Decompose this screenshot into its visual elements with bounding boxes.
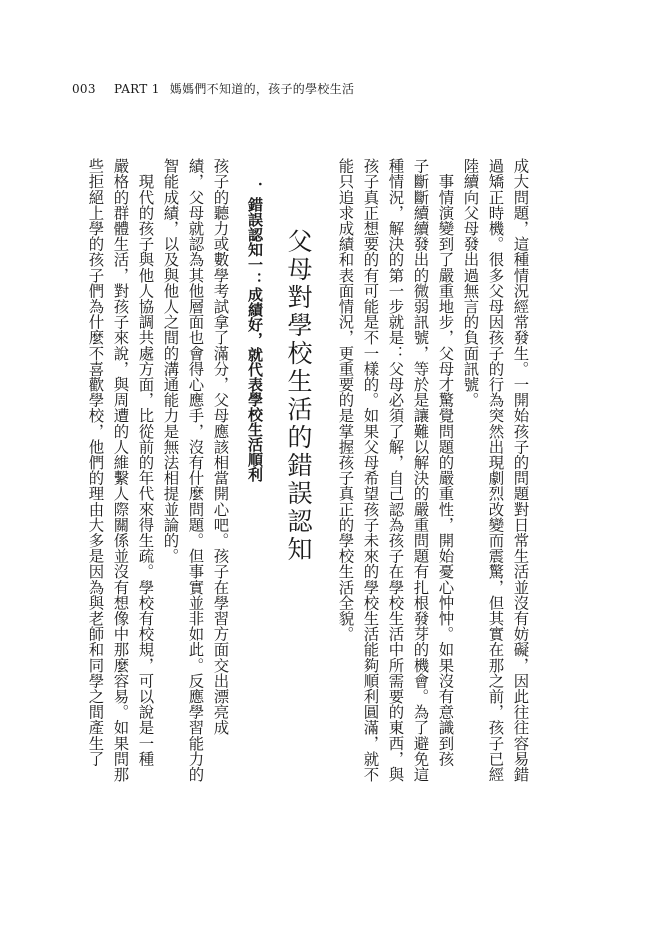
- text-column-3: 陸續向父母發出過無言的負面訊號。: [461, 158, 480, 408]
- subheading: ．錯誤認知一：成績好，就代表學校生活順利: [246, 182, 264, 482]
- running-header: [72, 80, 354, 97]
- page-number: 003: [72, 82, 96, 96]
- part-label: PART 1: [113, 82, 160, 96]
- text-column-6: 種情況，解決的第一步就是：父母必須了解，自己認為孩子在學校生活中所需要的東西，與: [386, 158, 405, 782]
- text-column-4: 事情演變到了嚴重地步，父母才驚覺問題的嚴重性，開始憂心忡忡。如果沒有意識到孩: [436, 158, 455, 767]
- text-column-5: 子斷斷續續發出的微弱訊號，等於是讓難以解決的嚴重問題有扎根發芽的機會。為了避免這: [411, 158, 430, 782]
- text-column-12: 現代的孩子與他人協調共處方面，比從前的年代來得生疏。學校有校規，可以說是一種: [136, 158, 155, 767]
- text-column-9: 孩子的聽力或數學考試拿了滿分，父母應該相當開心吧。孩子在學習方面交出漂亮成: [211, 158, 230, 736]
- part-title: 媽媽們不知道的，孩子的學校生活: [169, 82, 355, 96]
- section-heading: 父母對學校生活的錯誤認知: [284, 228, 313, 564]
- text-column-2: 過矯正時機。很多父母因孩子的行為突然出現劇烈改變而震驚，但其實在那之前，孩子已經: [486, 158, 505, 782]
- text-column-14: 些拒絕上學的孩子們為什麼不喜歡學校，他們的理由大多是因為與老師和同學之間產生了: [86, 158, 105, 767]
- text-column-1: 成大問題，這種情況經常發生。一開始孩子的問題對日常生活並沒有妨礙，因此往往容易錯: [511, 158, 530, 782]
- text-column-7: 孩子真正想要的有可能是不一樣的。如果父母希望孩子未來的學校生活能夠順利圓滿，就不: [361, 158, 380, 782]
- text-column-8: 能只追求成績和表面情況，更重要的是掌握孩子真正的學校生活全貌。: [336, 158, 355, 642]
- text-column-11: 智能成績，以及與他人之間的溝通能力是無法相提並論的。: [161, 158, 180, 564]
- text-column-10: 績，父母就認為其他層面也會得心應手，沒有什麼問題。但事實並非如此。反應學習能力的: [186, 158, 205, 782]
- text-column-13: 嚴格的群體生活，對孩子來說，與周遭的人維繫人際關係並沒有想像中那麼容易。如果問那: [111, 158, 130, 782]
